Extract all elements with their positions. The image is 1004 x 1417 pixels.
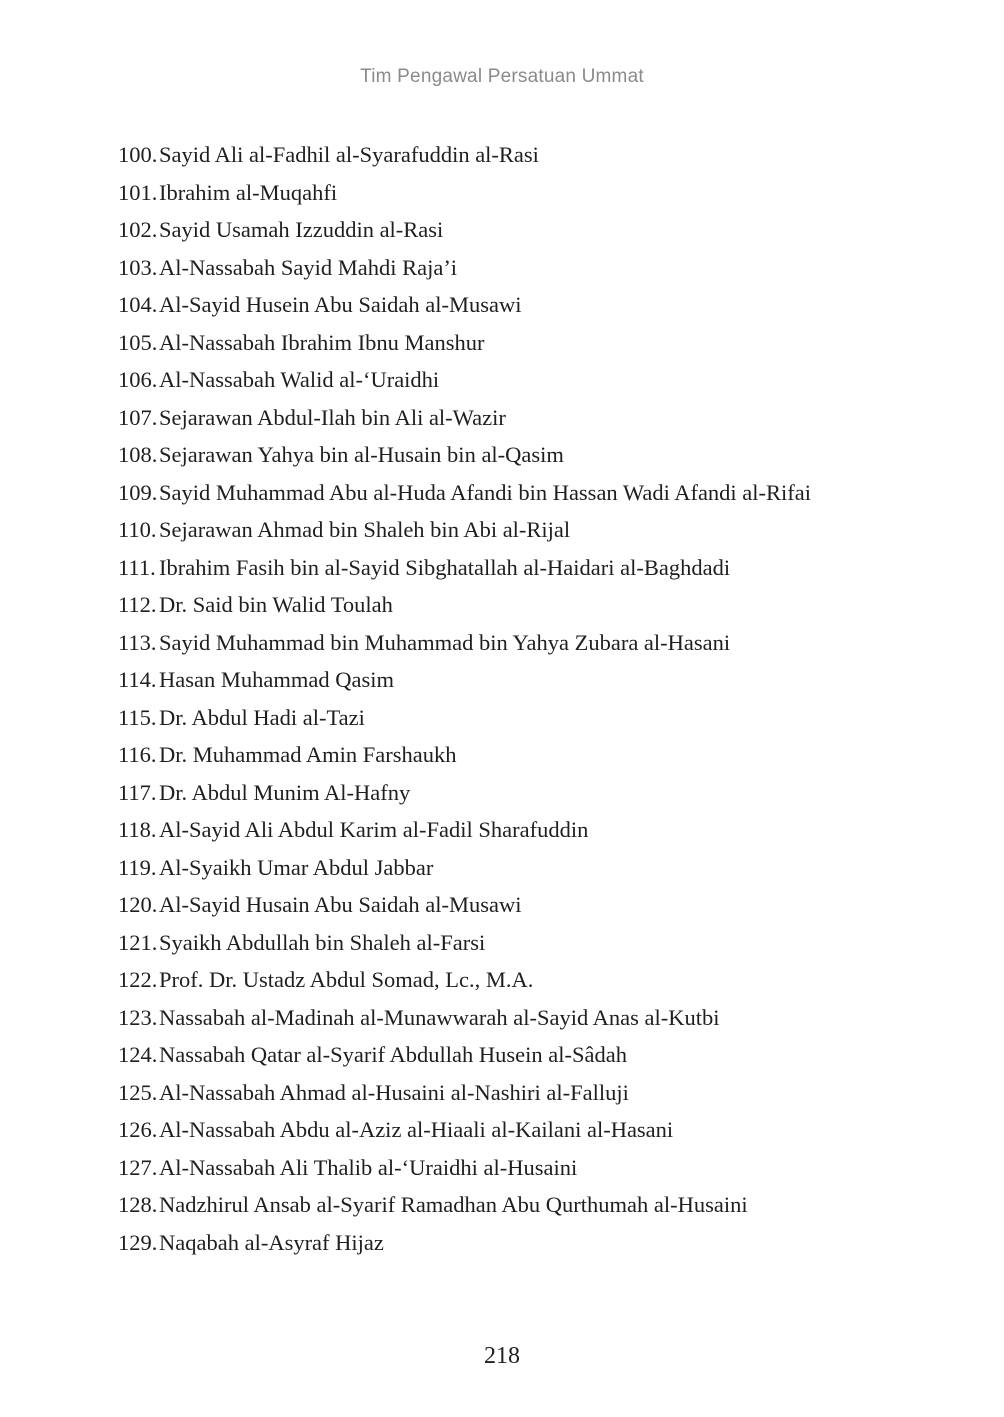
list-item	[118, 442, 918, 480]
list-item-number: 127.	[118, 1154, 158, 1180]
list-item	[118, 330, 918, 368]
list-item-text: Ibrahim Fasih bin al-Sayid Sibghatallah al-Haidari al-Baghdadi	[159, 554, 731, 580]
list-item	[118, 892, 918, 930]
list-item	[118, 555, 918, 593]
list-item-text: Al-Sayid Husain Abu Saidah al-Musawi	[159, 892, 522, 917]
list-item-number: 126.	[118, 1117, 158, 1142]
list-item	[118, 1230, 918, 1268]
list-item-text: Dr. Abdul Hadi al-Tazi	[159, 704, 365, 730]
list-item	[118, 1005, 918, 1043]
list-item-number: 117.	[118, 779, 157, 805]
list-item-text: Naqabah al-Asyraf Hijaz	[159, 1229, 384, 1255]
list-item-text: Al-Sayid Husein Abu Saidah al-Musawi	[159, 292, 522, 317]
list-item	[118, 930, 918, 968]
list-item-number: 125.	[118, 1079, 158, 1105]
list-item-text: Nadzhirul Ansab al-Syarif Ramadhan Abu Qurthumah al-Husaini	[159, 1192, 748, 1217]
list-item-text: Al-Nassabah Walid al-‘Uraidhi	[159, 367, 440, 392]
list-item-text: Sayid Usamah Izzuddin al-Rasi	[159, 217, 444, 242]
running-header: Tim Pengawal Persatuan Ummat	[360, 66, 644, 87]
list-item-number: 123.	[118, 1004, 158, 1030]
list-item	[118, 705, 918, 743]
list-item-text: Al-Syaikh Umar Abdul Jabbar	[159, 854, 434, 880]
list-item-text: Sejarawan Abdul-Ilah bin Ali al-Wazir	[159, 404, 506, 430]
list-item-number: 121.	[118, 929, 158, 955]
list-item	[118, 217, 918, 255]
list-item-text: Al-Nassabah Ali Thalib al-‘Uraidhi al-Husaini	[159, 1154, 578, 1180]
list-item-text: Syaikh Abdullah bin Shaleh al-Farsi	[159, 929, 486, 955]
list-item	[118, 480, 918, 518]
list-item-number: 104.	[118, 292, 158, 317]
list-item-text: Al-Nassabah Sayid Mahdi Raja’i	[159, 254, 458, 280]
list-item-number: 129.	[118, 1229, 158, 1255]
list-item-number: 122.	[118, 967, 158, 992]
list-item-number: 112.	[118, 592, 157, 617]
list-item-text: Dr. Said bin Walid Toulah	[159, 592, 393, 617]
list-item-text: Prof. Dr. Ustadz Abdul Somad, Lc., M.A.	[159, 967, 534, 992]
list-item-text: Sayid Muhammad Abu al-Huda Afandi bin Hassan Wadi Afandi al-Rifai	[159, 479, 812, 505]
list-item	[118, 1117, 918, 1155]
list-item	[118, 142, 918, 180]
list-item	[118, 780, 918, 818]
list-item	[118, 292, 918, 330]
list-item-number: 106.	[118, 367, 158, 392]
list-item-number: 102.	[118, 217, 158, 242]
list-item-number: 113.	[118, 629, 157, 655]
list-item-number: 105.	[118, 329, 158, 355]
list-item	[118, 1042, 918, 1080]
list-item	[118, 1155, 918, 1193]
list-item	[118, 630, 918, 668]
list-item-number: 108.	[118, 442, 158, 467]
list-item-number: 118.	[118, 817, 157, 842]
list-item-text: Ibrahim al-Muqahfi	[159, 179, 338, 205]
list-item	[118, 1192, 918, 1230]
list-item-text: Sejarawan Ahmad bin Shaleh bin Abi al-Rijal	[159, 517, 571, 542]
list-item	[118, 817, 918, 855]
list-item-number: 100.	[118, 142, 158, 167]
list-item-number: 128.	[118, 1192, 158, 1217]
list-item-text: Al-Nassabah Abdu al-Aziz al-Hiaali al-Kailani al-Hasani	[159, 1117, 674, 1142]
list-item-number: 115.	[118, 704, 157, 730]
list-item-text: Sayid Muhammad bin Muhammad bin Yahya Zubara al-Hasani	[159, 629, 731, 655]
list-item-text: Dr. Abdul Munim Al-Hafny	[159, 779, 411, 805]
list-item	[118, 255, 918, 293]
list-item-number: 103.	[118, 254, 158, 280]
list-item-number: 116.	[118, 742, 157, 767]
list-item-text: Nassabah al-Madinah al-Munawwarah al-Sayid Anas al-Kutbi	[159, 1004, 720, 1030]
list-item-text: Dr. Muhammad Amin Farshaukh	[159, 742, 457, 767]
list-item-number: 124.	[118, 1042, 158, 1067]
list-item	[118, 517, 918, 555]
list-item-number: 109.	[118, 479, 158, 505]
list-item	[118, 405, 918, 443]
list-item-number: 114.	[118, 667, 157, 692]
list-item-text: Nassabah Qatar al-Syarif Abdullah Husein al-Sâdah	[159, 1042, 627, 1067]
list-item-text: Al-Nassabah Ibrahim Ibnu Manshur	[159, 329, 485, 355]
list-item-text: Hasan Muhammad Qasim	[159, 667, 394, 692]
page-number: 218	[484, 1343, 520, 1369]
list-item-number: 110.	[118, 517, 157, 542]
list-item	[118, 667, 918, 705]
list-item	[118, 592, 918, 630]
name-list	[118, 142, 918, 1267]
list-item-number: 120.	[118, 892, 158, 917]
list-item-text: Sejarawan Yahya bin al-Husain bin al-Qasim	[159, 442, 564, 467]
list-item-text: Al-Sayid Ali Abdul Karim al-Fadil Sharafuddin	[159, 817, 589, 842]
list-item-number: 107.	[118, 404, 158, 430]
list-item-number: 101.	[118, 179, 158, 205]
list-item-number: 111.	[118, 554, 156, 580]
list-item-text: Al-Nassabah Ahmad al-Husaini al-Nashiri al-Falluji	[159, 1079, 629, 1105]
list-item	[118, 367, 918, 405]
list-item-number: 119.	[118, 854, 157, 880]
list-item	[118, 1080, 918, 1118]
list-item	[118, 742, 918, 780]
list-item-text: Sayid Ali al-Fadhil al-Syarafuddin al-Rasi	[159, 142, 539, 167]
list-item	[118, 967, 918, 1005]
list-item	[118, 855, 918, 893]
list-item	[118, 180, 918, 218]
